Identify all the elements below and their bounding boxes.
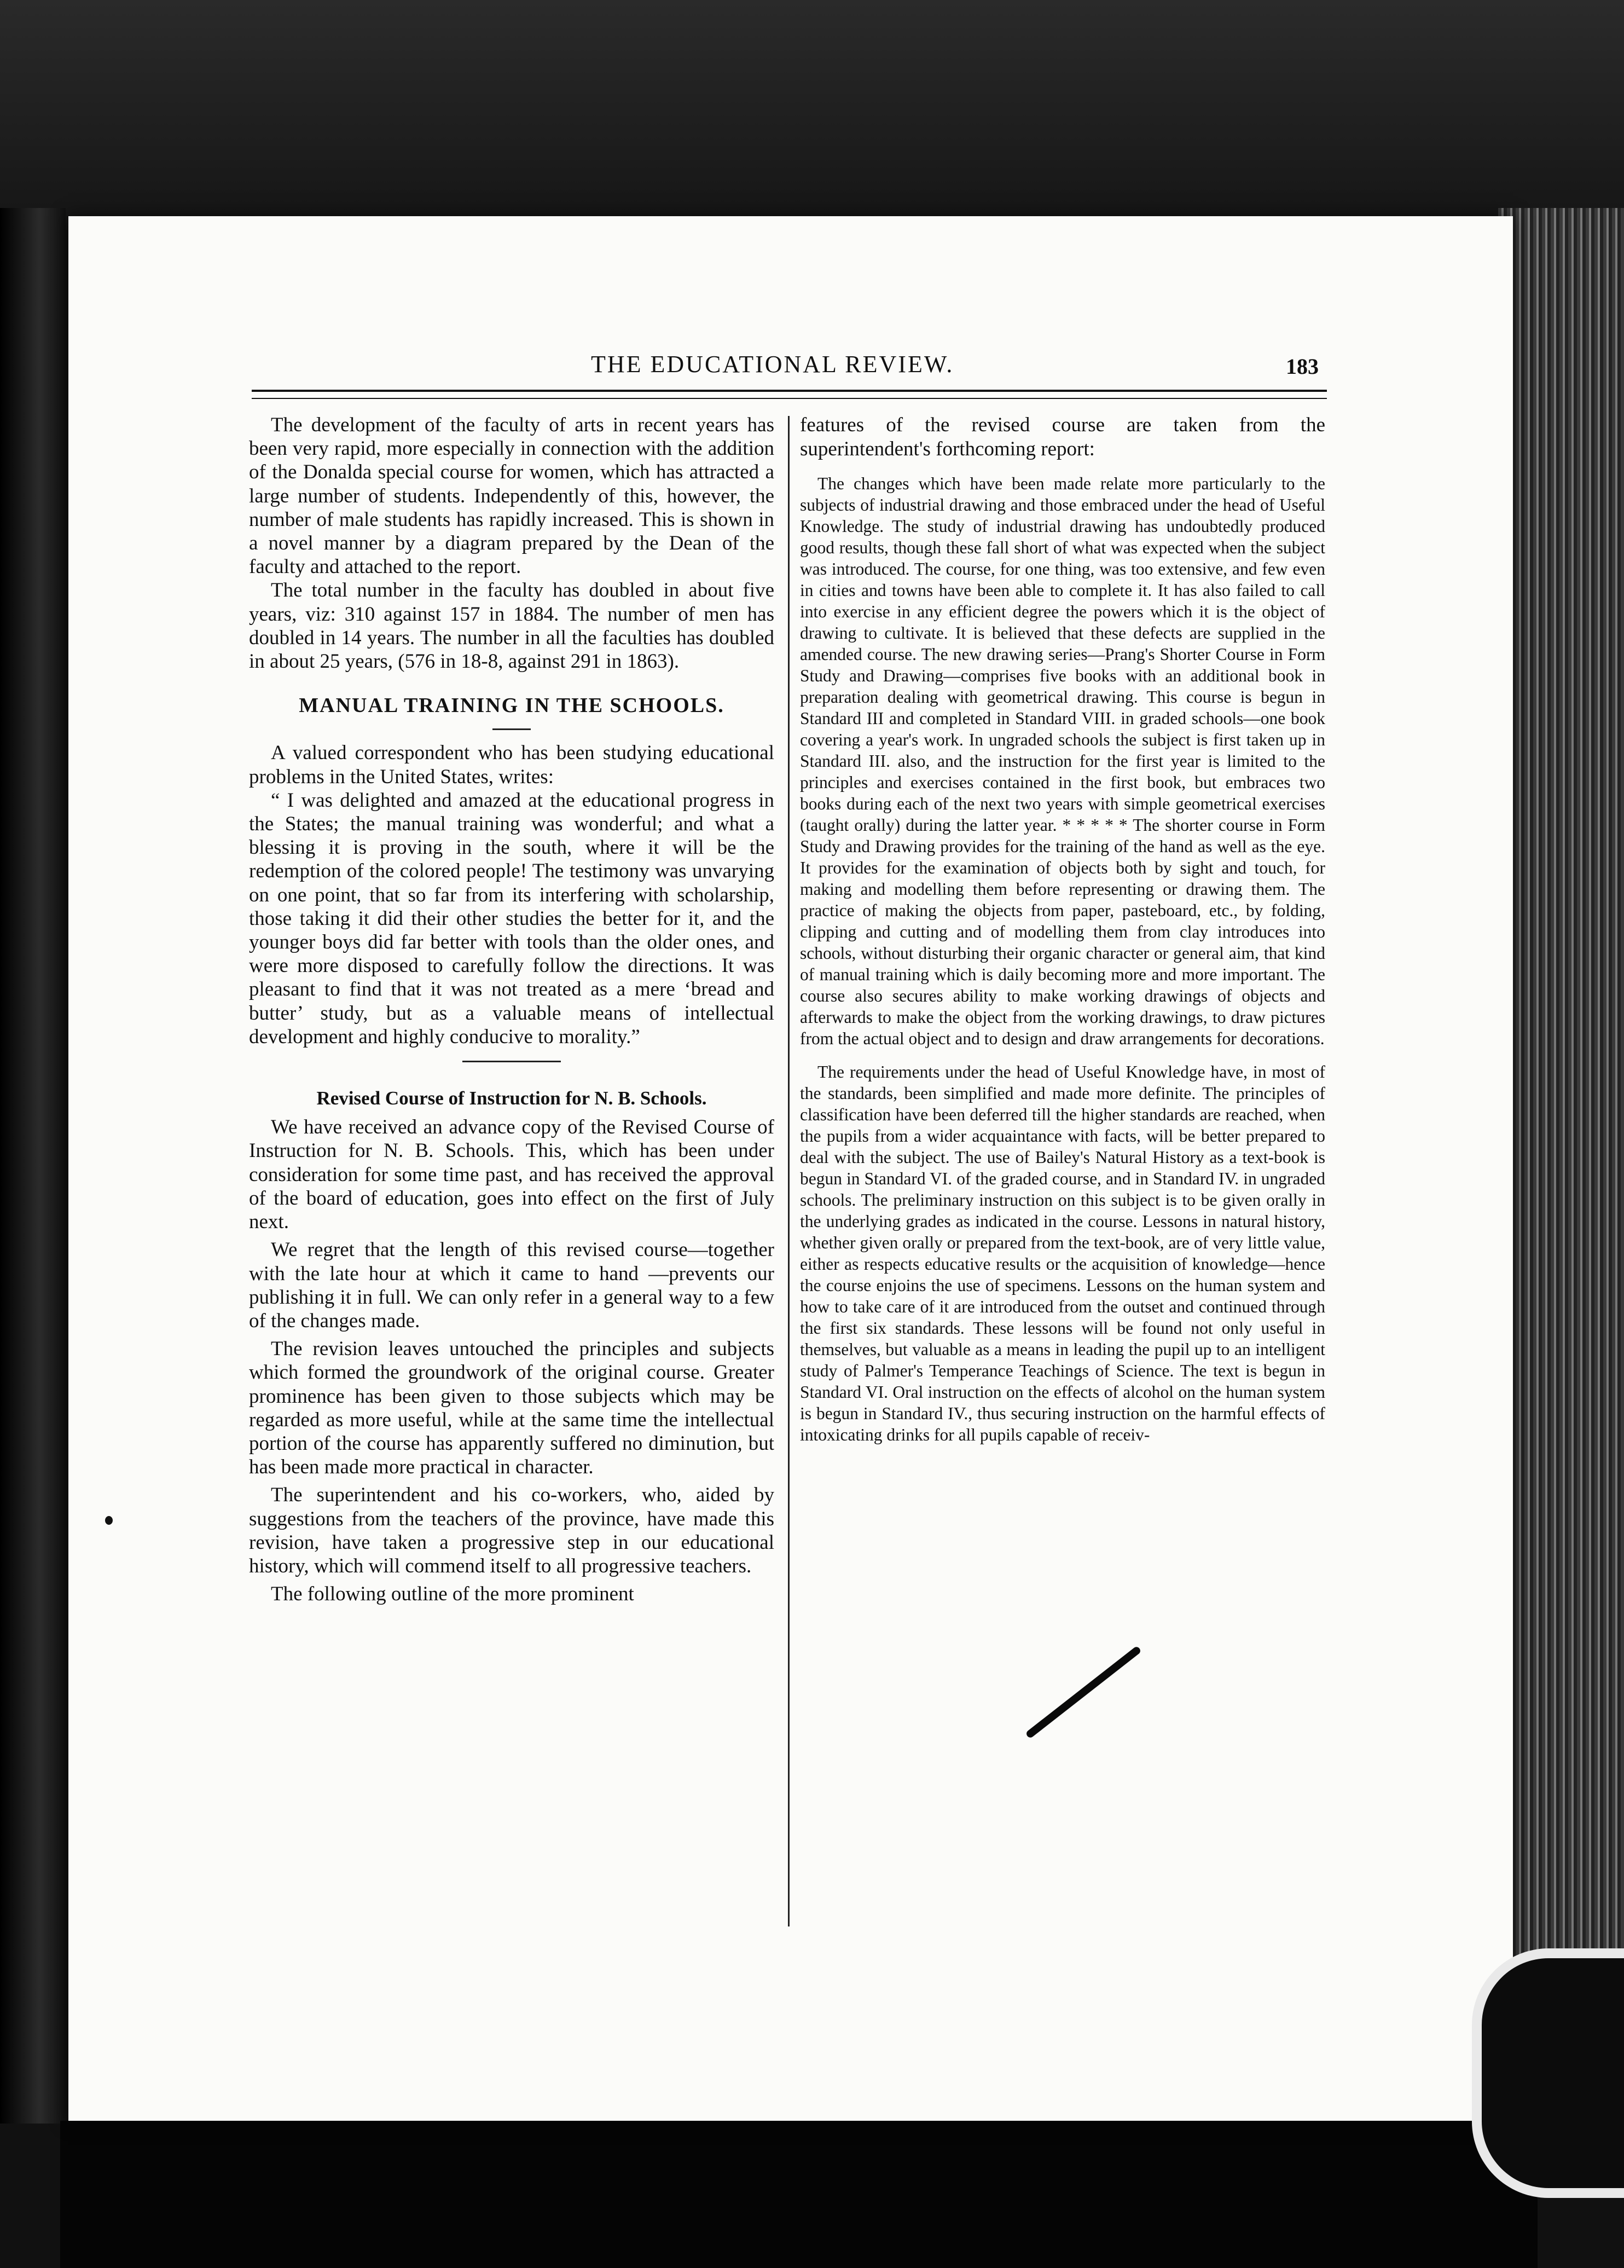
column-divider [788, 416, 790, 1926]
paragraph-quote: “ I was delighted and amazed at the educational progress in the States; the manual training was wonderful; and what a blessing it is proving in the south, where it will be the redemption of the colored people! The testimony was unvarying on one point, that so far from its interfering with scholarship, those taking it did their other studies the better for it, and the younger boys did far better with tools than the older ones, and were more disposed to carefully follow the directions. It was pleasant to find that it was not treated as a mere ‘bread and butter’ study, but as a valuable means of intellectual development and highly conducive to morality.” [249, 789, 774, 1048]
paragraph-useful-knowledge: The requirements under the head of Useful Knowledge have, in most of the standards, been simplified and made more definite. The principles of classification have been deferred till the higher standards are reached, when the pupils from a wider acquaintance with facts, will be better prepared to deal with the subject. The use of Bailey's Natural History as a text-book is begun in Standard VI. of the graded course, and in Standard IV. in ungraded schools. The preliminary instruction on this subject is to be given orally in the underlying grades as indicated in the course. Lessons in natural history, whether given orally or prepared from the text-book, are of very little value, either as respects educative results or the acquisition of knowledge—hence the course enjoins the use of specimens. Lessons on the human system and how to take care of it are introduced from the outset and continued through the first six standards. These lessons will be found not only useful in themselves, but valuable as a means in leading the pupil up to an intelligent study of Palmer's Temperance Teachings of Science. The text is begun in Standard VI. Oral instruction on the effects of alcohol on the human system is begun in Standard IV., thus securing instruction on the harmful effects of intoxicating drinks for all pupils capable of receiv- [800, 1062, 1325, 1444]
page-number: 183 [1286, 354, 1319, 379]
right-column [800, 413, 1325, 1445]
book-gutter-left [0, 208, 66, 2124]
left-column [249, 413, 774, 1606]
paragraph-advance-copy: We have received an advance copy of the Revised Course of Instruction for N. B. Schools. This, which has been under consideration for some time past, and has received the approval of the board of education, goes into effect on the first of July next. [249, 1116, 774, 1234]
header-rule-thick [252, 390, 1327, 392]
running-title: THE EDUCATIONAL REVIEW. [591, 351, 954, 378]
page-header [186, 350, 1319, 389]
paragraph-faculty-numbers: The total number in the faculty has doubled in about five years, viz: 310 against 157 in 1884. The number of men has doubled in 14 years. The number in all the faculties has doubled in about 25 years, (576 in 18-8, against 291 in 1863). [249, 579, 774, 673]
book-page-edges [1498, 208, 1624, 2178]
paragraph-arts-faculty: The development of the faculty of arts in recent years has been very rapid, more especially in connection with the addition of the Donalda special course for women, which has attracted a large number of students. Independently of this, however, the number of male students has rapidly increased. This is shown in a novel manner by a diagram prepared by the Dean of the faculty and attached to the report. [249, 414, 774, 578]
paragraph-features: features of the revised course are taken from the superintendent's forthcoming report: [800, 414, 1325, 460]
section-separator [462, 1061, 561, 1062]
heading-manual-training: MANUAL TRAINING IN THE SCHOOLS. [299, 694, 724, 718]
header-rule-thin [252, 398, 1327, 399]
scanner-background-top [0, 0, 1624, 230]
scanner-background-bottom [60, 2121, 1538, 2268]
paragraph-revision: The revision leaves untouched the principles and subjects which formed the groundwork of the original course. Greater prominence has been given to those subjects which may be regarded as more useful, while at the same time the intellectual portion of the course has apparently suffered no diminution, but has been made more practical in character. [249, 1338, 774, 1479]
heading-underline [492, 728, 531, 730]
paragraph-regret: We regret that the length of this revised course—together with the late hour at which it came to hand —prevents our publishing it in full. We can only refer in a general way to a few of the changes made. [249, 1239, 774, 1332]
paragraph-drawing-changes: The changes which have been made relate more particularly to the subjects of industrial drawing and those embraced under the head of Useful Knowledge. The study of industrial drawing has undoubtedly produced good results, though these fall short of what was expected when the subject was introduced. The course, for one thing, was too extensive, and few even in cities and towns have been able to complete it. It has also failed to call into exercise in any efficient degree the powers which it is the object of drawing to cultivate. It is believed that these defects are supplied in the amended course. The new drawing series—Prang's Shorter Course in Form Study and Drawing—comprises five books with an additional book in preparation dealing with geometrical drawing. This course is begun in Standard III and completed in Standard VIII. in graded schools—one book covering a year's work. In ungraded schools the subject is first taken up in Standard III. also, and the instruction for the first year is limited to the principles and exercises contained in the first book, but embraces two books during each of the next two years with simple geometrical exercises (taught orally) during the latter year. * * * * * The shorter course in Form Study and Drawing provides for the training of the hand as well as the eye. It provides for the examination of objects both by sight and touch, for making and modelling them before representing or drawing them. The practice of making the objects from paper, pasteboard, etc., by folding, clipping and cutting and of modelling them from clay introduces into schools, without disturbing their organic character or general aim, that kind of manual training which is daily becoming more and more important. The course also secures ability to make working drawings of objects and afterwards to make the object from the working drawings, to draw pictures from the actual object and to design and draw arrangements for decorations. [800, 474, 1325, 1048]
heading-revised-course: Revised Course of Instruction for N. B. Schools. [316, 1087, 707, 1109]
paragraph-correspondent: A valued correspondent who has been studying educational problems in the United States, writes: [249, 742, 774, 788]
paragraph-superintendent: The superintendent and his co-workers, who, aided by suggestions from the teachers of the province, have made this revision, have taken a progressive step in our educational history, which will commend itself to all progressive teachers. [249, 1484, 774, 1577]
margin-dot-mark [105, 1516, 113, 1525]
paragraph-outline: The following outline of the more prominent [271, 1583, 634, 1606]
page-clip-thumb [1472, 1948, 1624, 2198]
